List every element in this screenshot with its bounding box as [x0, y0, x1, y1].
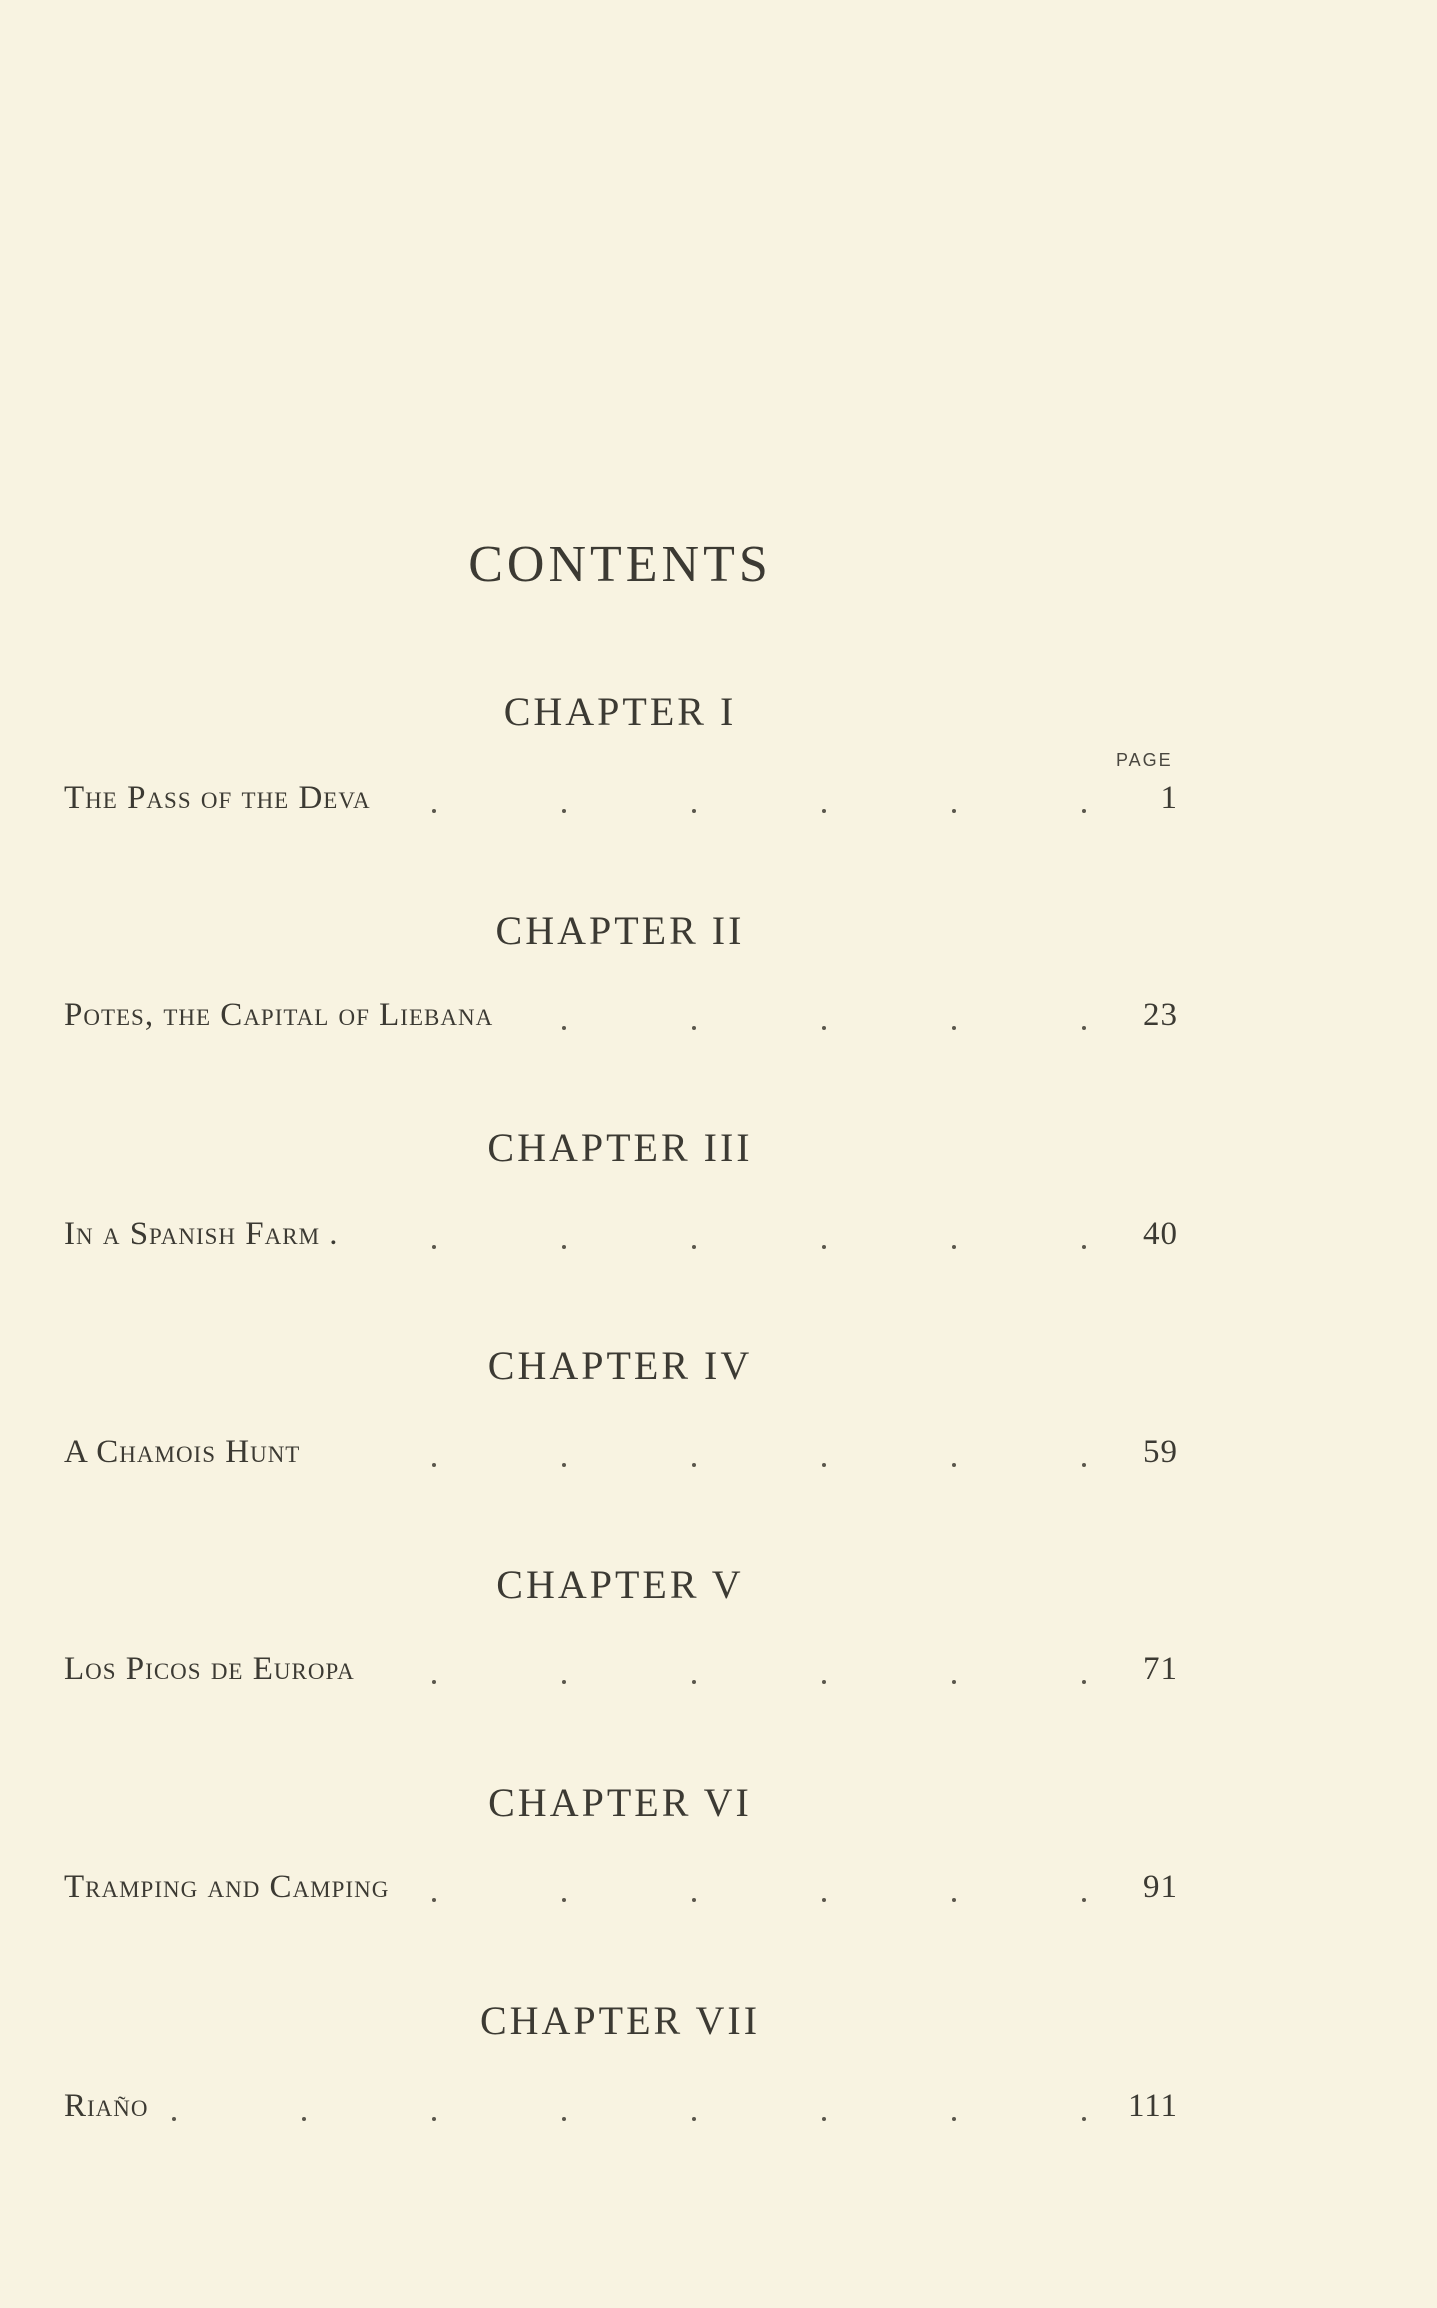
toc-entry-page: 59: [1143, 1434, 1178, 1470]
leader-dot: [692, 809, 696, 813]
leader-dot: [952, 1898, 956, 1902]
chapter-heading-4: CHAPTER IV: [487, 1343, 753, 1388]
leader-dot: [952, 2117, 956, 2121]
dot-leader: [389, 1874, 1108, 1906]
leader-dot: [952, 809, 956, 813]
toc-entry-7[interactable]: [64, 2085, 1178, 2125]
toc-entry-title: Potes, the Capital of Liebana: [64, 997, 494, 1033]
page-column-label: PAGE: [1116, 750, 1173, 770]
toc-entry-page: 40: [1143, 1216, 1178, 1252]
leader-dot: [302, 2117, 306, 2121]
toc-entry-4[interactable]: [64, 1431, 1178, 1471]
toc-entry-6[interactable]: [64, 1866, 1178, 1906]
dot-leader: [355, 1656, 1108, 1688]
leader-dot: [822, 1463, 826, 1467]
toc-entry-1[interactable]: [64, 777, 1178, 817]
leader-dot: [432, 1463, 436, 1467]
chapter-heading-5: CHAPTER V: [496, 1562, 744, 1607]
toc-entry-page: 91: [1143, 1869, 1178, 1905]
leader-dot: [692, 1245, 696, 1249]
leader-dot: [692, 2117, 696, 2121]
leader-dot: [822, 1026, 826, 1030]
leader-dot: [1082, 1680, 1086, 1684]
dot-leader: [149, 2093, 1109, 2125]
leader-dot: [1082, 1463, 1086, 1467]
leader-dot: [822, 1245, 826, 1249]
dot-leader: [300, 1439, 1108, 1471]
leader-dot: [432, 1245, 436, 1249]
leader-dot: [822, 1898, 826, 1902]
leader-dot: [562, 1898, 566, 1902]
toc-entry-2[interactable]: [64, 994, 1178, 1034]
toc-entry-title: A Chamois Hunt: [64, 1434, 301, 1470]
dot-leader: [339, 1221, 1108, 1253]
leader-dot: [692, 1463, 696, 1467]
leader-dot: [1082, 1026, 1086, 1030]
toc-entry-title: In a Spanish Farm .: [64, 1216, 339, 1252]
toc-entry-page: 1: [1160, 780, 1178, 816]
leader-dot: [432, 1680, 436, 1684]
leader-dot: [562, 1026, 566, 1030]
leader-dot: [1082, 809, 1086, 813]
page-title: CONTENTS: [468, 536, 772, 593]
chapter-heading-2: CHAPTER II: [495, 908, 745, 953]
leader-dot: [432, 809, 436, 813]
chapter-heading-3: CHAPTER III: [487, 1125, 753, 1170]
leader-dot: [822, 1680, 826, 1684]
leader-dot: [952, 1680, 956, 1684]
leader-dot: [952, 1463, 956, 1467]
chapter-heading-6: CHAPTER VI: [488, 1780, 752, 1825]
leader-dot: [822, 809, 826, 813]
leader-dot: [952, 1245, 956, 1249]
toc-entry-5[interactable]: [64, 1648, 1178, 1688]
toc-entry-title: Riaño: [64, 2088, 149, 2124]
toc-entry-title: Tramping and Camping: [64, 1869, 390, 1905]
leader-dot: [1082, 1898, 1086, 1902]
leader-dot: [692, 1026, 696, 1030]
leader-dot: [562, 2117, 566, 2121]
leader-dot: [562, 1245, 566, 1249]
toc-entry-page: 23: [1143, 997, 1178, 1033]
chapter-heading-7: CHAPTER VII: [479, 1998, 761, 2043]
leader-dot: [432, 1898, 436, 1902]
leader-dot: [952, 1026, 956, 1030]
leader-dot: [692, 1898, 696, 1902]
toc-entry-title: Los Picos de Europa: [64, 1651, 355, 1687]
leader-dot: [1082, 2117, 1086, 2121]
toc-entry-page: 111: [1127, 2088, 1178, 2124]
leader-dot: [562, 1463, 566, 1467]
toc-entry-page: 71: [1143, 1651, 1178, 1687]
leader-dot: [432, 2117, 436, 2121]
leader-dot: [562, 1680, 566, 1684]
dot-leader: [493, 1002, 1108, 1034]
leader-dot: [562, 809, 566, 813]
chapter-heading-1: CHAPTER I: [503, 689, 737, 734]
toc-entry-3[interactable]: [64, 1213, 1178, 1253]
leader-dot: [172, 2117, 176, 2121]
leader-dot: [692, 1680, 696, 1684]
dot-leader: [371, 785, 1108, 817]
leader-dot: [822, 2117, 826, 2121]
leader-dot: [1082, 1245, 1086, 1249]
toc-entry-title: The Pass of the Deva: [64, 780, 371, 816]
